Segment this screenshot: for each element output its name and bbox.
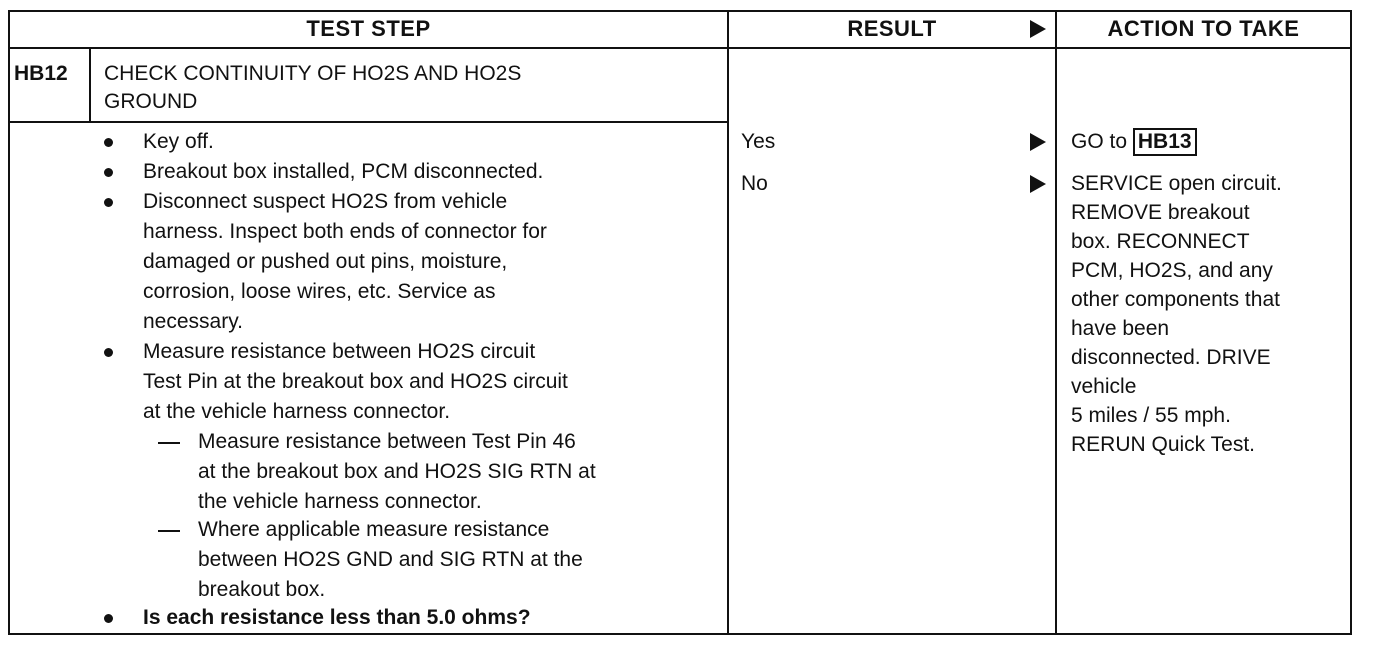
title-bottom-border <box>8 121 728 123</box>
procedure-item-disconnect-line3: damaged or pushed out pins, moisture, <box>143 250 508 273</box>
result-yes: Yes <box>741 130 776 153</box>
action-yes-target-link[interactable]: HB13 <box>1133 128 1197 156</box>
step-code: HB12 <box>14 62 68 85</box>
result-no-arrow-icon <box>1030 175 1046 193</box>
procedure-question: Is each resistance less than 5.0 ohms? <box>143 606 531 629</box>
result-action-divider <box>1055 10 1057 635</box>
bullet-icon <box>104 168 113 177</box>
result-no: No <box>741 172 768 195</box>
table-right-border <box>1350 10 1352 635</box>
bullet-icon <box>104 348 113 357</box>
procedure-item-measure-line2: Test Pin at the breakout box and HO2S circuit <box>143 370 568 393</box>
dash-icon <box>158 442 180 444</box>
sub-item-pin46-line2: at the breakout box and HO2S SIG RTN at <box>198 460 596 483</box>
action-yes-prefix: GO to <box>1071 130 1128 153</box>
bullet-icon <box>104 614 113 623</box>
action-no-line4: PCM, HO2S, and any <box>1071 259 1273 282</box>
procedure-item-disconnect-line1: Disconnect suspect HO2S from vehicle <box>143 190 508 213</box>
sub-item-pin46-line1: Measure resistance between Test Pin 46 <box>198 430 576 453</box>
step-title-line2: GROUND <box>104 90 198 113</box>
procedure-item-key-off: Key off. <box>143 130 214 153</box>
sub-item-gnd-line1: Where applicable measure resistance <box>198 518 550 541</box>
bullet-icon <box>104 198 113 207</box>
dash-icon <box>158 530 180 532</box>
action-no-line10: RERUN Quick Test. <box>1071 433 1255 456</box>
action-no-line9: 5 miles / 55 mph. <box>1071 404 1231 427</box>
procedure-item-measure-line1: Measure resistance between HO2S circuit <box>143 340 536 363</box>
action-no-line6: have been <box>1071 317 1170 340</box>
step-result-divider <box>727 10 729 635</box>
action-no-line1: SERVICE open circuit. <box>1071 172 1282 195</box>
header-result: RESULT <box>847 16 937 41</box>
action-no-line2: REMOVE breakout <box>1071 201 1250 224</box>
sub-item-pin46-line3: the vehicle harness connector. <box>198 490 482 513</box>
result-yes-arrow-icon <box>1030 133 1046 151</box>
action-no-line7: disconnected. DRIVE <box>1071 346 1271 369</box>
sub-item-gnd-line3: breakout box. <box>198 578 326 601</box>
action-no-line8: vehicle <box>1071 375 1137 398</box>
table-left-border <box>8 10 10 635</box>
header-action: ACTION TO TAKE <box>1107 16 1300 41</box>
step-title-line1: CHECK CONTINUITY OF HO2S AND HO2S <box>104 62 522 85</box>
procedure-item-disconnect-line2: harness. Inspect both ends of connector for <box>143 220 547 243</box>
table-bottom-border <box>8 633 1352 635</box>
action-no-line3: box. RECONNECT <box>1071 230 1250 253</box>
procedure-item-measure-line3: at the vehicle harness connector. <box>143 400 451 423</box>
action-yes <box>1071 128 1197 156</box>
procedure-item-breakout-box: Breakout box installed, PCM disconnected. <box>143 160 544 183</box>
sub-item-gnd-line2: between HO2S GND and SIG RTN at the <box>198 548 583 571</box>
header-arrow-icon <box>1030 20 1046 38</box>
header-test-step: TEST STEP <box>306 16 431 41</box>
action-no-line5: other components that <box>1071 288 1280 311</box>
procedure-item-disconnect-line4: corrosion, loose wires, etc. Service as <box>143 280 496 303</box>
header-bottom-border <box>8 47 1352 49</box>
procedure-item-disconnect-line5: necessary. <box>143 310 243 333</box>
bullet-icon <box>104 138 113 147</box>
code-column-divider <box>89 47 91 123</box>
